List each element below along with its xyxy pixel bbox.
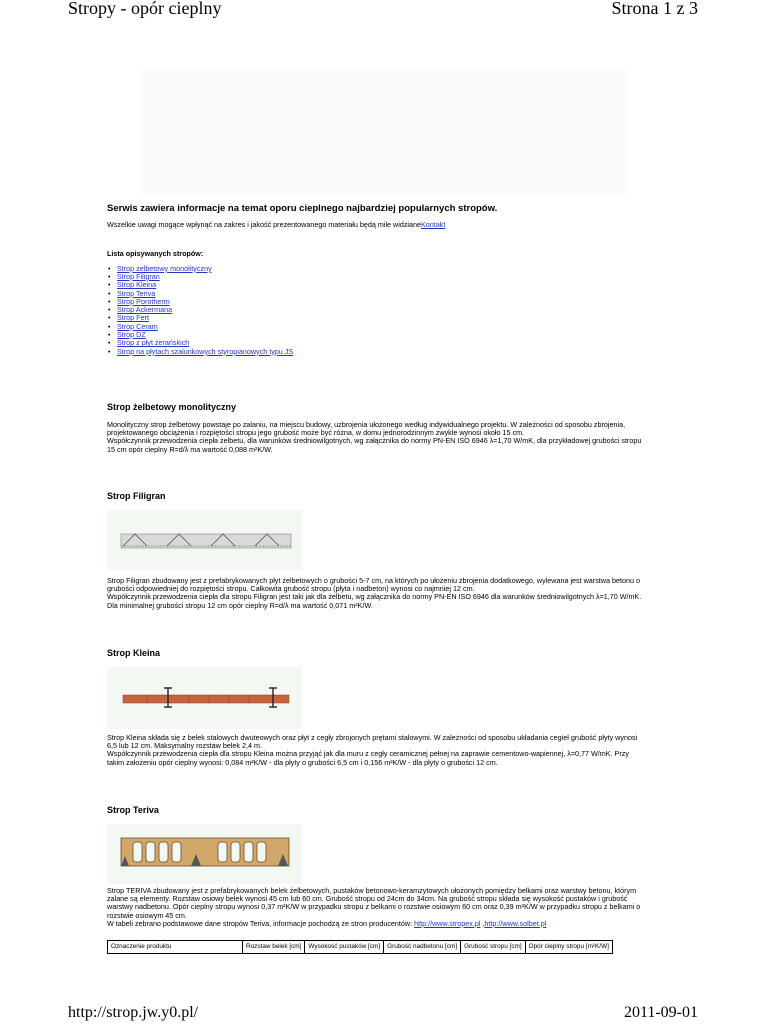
teriva-table bbox=[107, 940, 613, 954]
section-body-filigran bbox=[107, 577, 652, 610]
section-body-teriva bbox=[107, 887, 652, 928]
floor-list bbox=[107, 265, 652, 356]
list-item[interactable] bbox=[117, 273, 652, 281]
table-header-row bbox=[108, 941, 613, 954]
section-title-monolit: Strop żelbetowy monolityczny bbox=[107, 402, 237, 412]
list-item[interactable] bbox=[117, 331, 652, 339]
section-title-kleina: Strop Kleina bbox=[107, 648, 161, 658]
list-item[interactable] bbox=[117, 298, 652, 306]
section-title-filigran: Strop Filigran bbox=[107, 491, 166, 501]
footer-date: 2011-09-01 bbox=[623, 1004, 698, 1021]
paragraph-line: takim założeniu opór cieplny wynosi: 0,084 m²K/W - dla płyty o grubości 6,5 cm i 0,156 m²K/W - dla płyty o grubości 12 cm. bbox=[107, 757, 498, 767]
floor-link[interactable]: Strop Fert bbox=[117, 313, 149, 323]
floor-link[interactable]: Strop Teriva bbox=[117, 288, 156, 298]
page-content bbox=[107, 203, 652, 950]
section-title-teriva: Strop Teriva bbox=[107, 805, 159, 815]
paragraph-line: zalane są elementy. Rozstaw osiowy belek wynosi 45 cm lub 60 cm. Grubość stropu od 24cm do 34cm. Na grubość stropu składa się wysokość pustaków i grubość bbox=[107, 894, 628, 904]
table-header-cell: Oznaczenie produktu bbox=[108, 941, 243, 954]
sources-text: W tabeli zebrano podstawowe dane stropów Teriva, informacje pochodzą ze stron producentów: bbox=[107, 918, 415, 928]
document-title: Stropy - opór cieplny bbox=[68, 0, 222, 18]
footer-url: http://strop.jw.y0.pl/ bbox=[68, 1004, 199, 1021]
paragraph-line: Strop Filigran zbudowany jest z prefabrykowanych płyt żelbetowych o grubości 5-7 cm, na których po ułożeniu zbrojenia dodatkowego, wylewana jest warstwa betonu o bbox=[107, 576, 640, 585]
paragraph-line: Współczynnik przewodzenia ciepła dla stropu Kleina można przyjąć jak dla muru z cegły ceramicznej pełnej na zaprawie cementowo-wapiennej, λ=0,77 W/mK. Przy bbox=[107, 749, 629, 759]
stropex-link[interactable]: http://www.stropex.pl bbox=[414, 918, 481, 928]
floor-link[interactable]: Strop Filigran bbox=[117, 271, 160, 281]
floor-link[interactable]: Strop Ceram bbox=[117, 321, 158, 331]
sources-line bbox=[107, 920, 652, 928]
paragraph-line: Współczynnik przewodzenia ciepła dla stropu Filigran jest taki jak dla żelbetu, wg załącznika do normy PN-EN ISO 6946 dla warunków średniowilgotnych λ=1,70 W/mK. bbox=[107, 592, 642, 602]
list-item[interactable] bbox=[117, 323, 652, 331]
page-counter: Strona 1 z 3 bbox=[611, 0, 698, 18]
floor-link[interactable]: Strop Kleina bbox=[117, 280, 157, 290]
list-item[interactable] bbox=[117, 290, 652, 298]
intro-text bbox=[107, 221, 652, 229]
list-heading: Lista opisywanych stropów: bbox=[107, 249, 204, 259]
list-item[interactable] bbox=[117, 348, 652, 356]
banner-placeholder bbox=[140, 70, 628, 194]
paragraph-line: warstwy nadbetonu. Opór cieplny stropu wynosi 0,37 m²K/W w przypadku stropu z belkami o rozstwie osiowym 60 cm oraz 0,39 m²K/W w przypadku stropu z belkami o bbox=[107, 902, 641, 912]
contact-link[interactable]: Kontakt bbox=[421, 220, 446, 230]
list-item[interactable] bbox=[117, 265, 652, 273]
table-header-cell: Grubość stropu [cm] bbox=[461, 941, 526, 954]
table-header-cell: Wysokość pustaków [cm] bbox=[305, 941, 384, 954]
link-separator: , bbox=[480, 918, 485, 928]
table-header-cell: Grubość nadbetonu [cm] bbox=[384, 941, 461, 954]
intro-sentence: Wszelkie uwagi mogące wpłynąć na zakres i jakość prezentowanego materiału będą mile widziane bbox=[107, 220, 422, 230]
list-item[interactable] bbox=[117, 281, 652, 289]
intro-heading: Serwis zawiera informacje na temat oporu cieplnego najbardziej popularnych stropów. bbox=[107, 203, 498, 214]
kleina-diagram-image bbox=[107, 667, 302, 729]
filigran-diagram-image bbox=[107, 510, 302, 570]
floor-link[interactable]: Strop na płytach szalunkowych styropianowych typu JS bbox=[117, 346, 294, 356]
paragraph-line: 15 cm opór cieplny R=d/λ ma wartość 0,088 m²K/W. bbox=[107, 444, 273, 454]
floor-link[interactable]: Strop Porotherm bbox=[117, 296, 170, 306]
floor-link[interactable]: Strop Ackermana bbox=[117, 305, 173, 315]
list-item[interactable] bbox=[117, 306, 652, 314]
table-header-cell: Opór cieplny stropu [m²K/W] bbox=[525, 941, 612, 954]
paragraph-line: grubości odpowiedniej do rozpiętości stropu. Całkowita grubość stropu (płyta i nadbeton) wynosi co najmniej 12 cm. bbox=[107, 584, 475, 594]
section-body-monolit bbox=[107, 421, 652, 454]
table-header-cell: Rozstaw belek [cm] bbox=[243, 941, 305, 954]
paragraph-line: Strop TERIVA zbudowany jest z prefabrykowanych belek żelbetowych, pustaków betonowo-keramzytowych ułożonych pomiędzy belkami oraz warstwy betonu, którym bbox=[107, 886, 637, 895]
paragraph-line: projektowanego obciążenia i rozpiętości stropu jego grubość może być różna, w domu jednorodzinnym zwykle wynosi około 15 cm. bbox=[107, 428, 525, 438]
paragraph-line: rozstwie osiowym 45 cm. bbox=[107, 910, 187, 920]
paragraph-line: Współczynnik przewodzenia ciepła żelbetu, dla warunków średniowilgotnych, wg załącznika do normy PN-EN ISO 6946 λ=1,70 W/mK, dla przykładowej grubości stropu bbox=[107, 436, 642, 446]
paragraph-line: Strop Kleina składa się z belek stalowych dwuteowych oraz płyt z cegły zbrojonych prętami stalowymi. W zależności od sposobu układania cegieł grubość płyty wynosi bbox=[107, 733, 638, 742]
floor-link[interactable]: Strop żelbetowy monolityczny bbox=[117, 263, 212, 273]
floor-link[interactable]: Strop z płyt żerańskich bbox=[117, 338, 190, 348]
list-item[interactable] bbox=[117, 314, 652, 322]
teriva-diagram-image bbox=[107, 824, 302, 884]
paragraph-line: 6,5 lub 12 cm. Maksymalny rozstaw belek 2,4 m. bbox=[107, 741, 262, 751]
floor-link[interactable]: Strop DZ bbox=[117, 329, 146, 339]
paragraph-line: Dla minimalnej grubości stropu 12 cm opór cieplny R=d/λ ma wartość 0,071 m²K/W. bbox=[107, 600, 373, 610]
paragraph-line: Monolityczny strop żelbetowy powstaje po zalaniu, na miejscu budowy, uzbrojenia ułożonego według indywidualnego projektu. W zależności od sposobu zbrojenia, bbox=[107, 420, 626, 429]
section-body-kleina bbox=[107, 734, 652, 767]
solbet-link[interactable]: http://www.solbet.pl bbox=[484, 918, 547, 928]
